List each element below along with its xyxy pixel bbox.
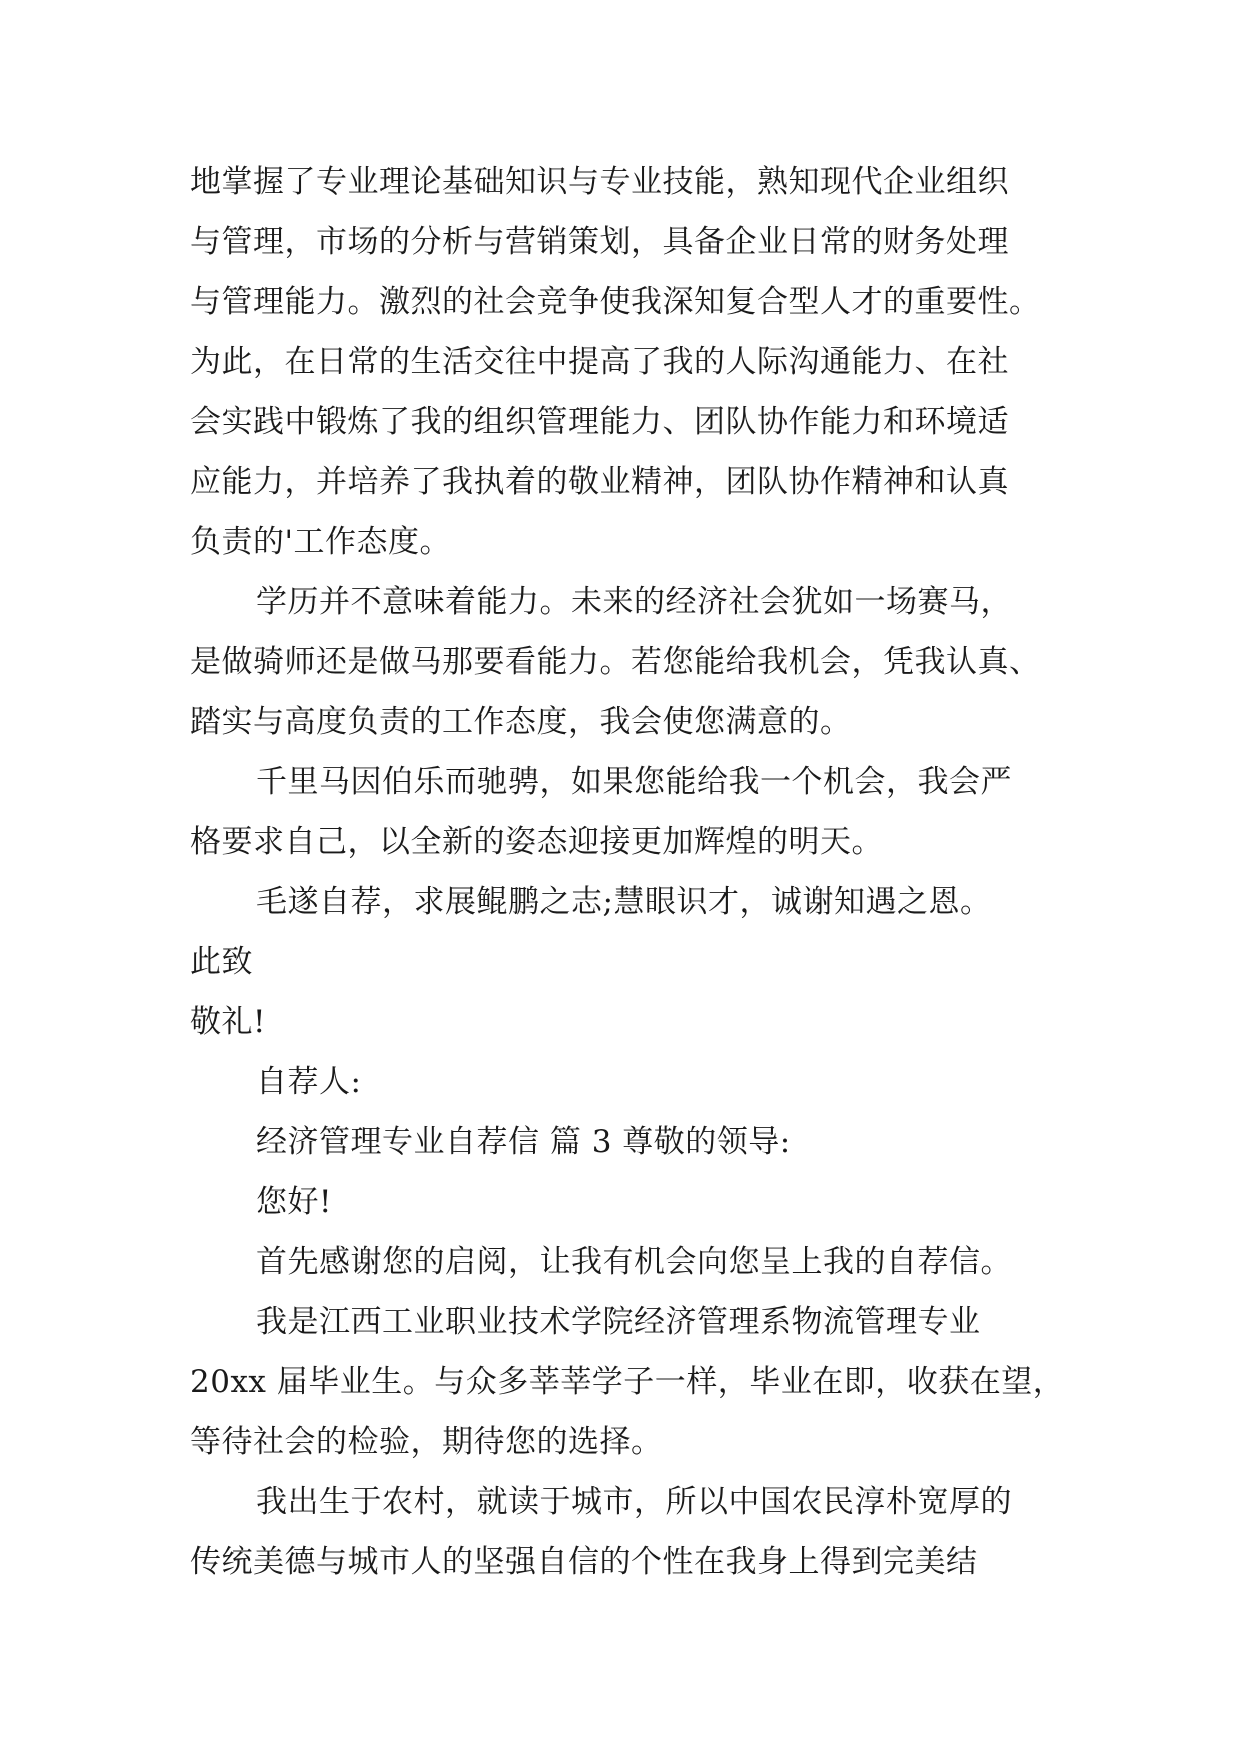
paragraph-start-line: 我是江西工业职业技术学院经济管理系物流管理专业	[256, 1304, 981, 1340]
paragraph-start-line: 我出生于农村，就读于城市，所以中国农民淳朴宽厚的	[256, 1484, 1012, 1520]
paragraph-start-line: 首先感谢您的启阅，让我有机会向您呈上我的自荐信。	[256, 1244, 1012, 1280]
greeting-line: 您好!	[256, 1184, 332, 1220]
text-line: 负责的'工作态度。	[190, 524, 452, 560]
section-heading-line: 经济管理专业自荐信 篇 3 尊敬的领导:	[256, 1124, 791, 1160]
text-line: 与管理，市场的分析与营销策划，具备企业日常的财务处理	[190, 224, 1009, 260]
text-line: 地掌握了专业理论基础知识与专业技能，熟知现代企业组织	[190, 164, 1009, 200]
text-line: 格要求自己，以全新的姿态迎接更加辉煌的明天。	[190, 824, 883, 860]
text-line: 与管理能力。激烈的社会竞争使我深知复合型人才的重要性。	[190, 284, 1041, 320]
paragraph-start-line: 千里马因伯乐而驰骋，如果您能给我一个机会，我会严	[256, 764, 1012, 800]
text-line: 踏实与高度负责的工作态度，我会使您满意的。	[190, 704, 852, 740]
closing-line: 此致	[190, 944, 253, 980]
text-line: 传统美德与城市人的坚强自信的个性在我身上得到完美结	[190, 1544, 978, 1580]
text-line: 是做骑师还是做马那要看能力。若您能给我机会，凭我认真、	[190, 644, 1041, 680]
text-line: 20xx 届毕业生。与众多莘莘学子一样，毕业在即，收获在望，	[190, 1364, 1065, 1400]
text-line: 会实践中锻炼了我的组织管理能力、团队协作能力和环境适	[190, 404, 1009, 440]
text-line: 等待社会的检验，期待您的选择。	[190, 1424, 663, 1460]
paragraph-start-line: 毛遂自荐，求展鲲鹏之志;慧眼识才，诚谢知遇之恩。	[256, 884, 992, 920]
paragraph-start-line: 学历并不意味着能力。未来的经济社会犹如一场赛马，	[256, 584, 1012, 620]
salutation-line: 敬礼!	[190, 1004, 266, 1040]
signature-line: 自荐人:	[256, 1064, 362, 1100]
text-line: 为此，在日常的生活交往中提高了我的人际沟通能力、在社	[190, 344, 1009, 380]
text-line: 应能力，并培养了我执着的敬业精神，团队协作精神和认真	[190, 464, 1009, 500]
